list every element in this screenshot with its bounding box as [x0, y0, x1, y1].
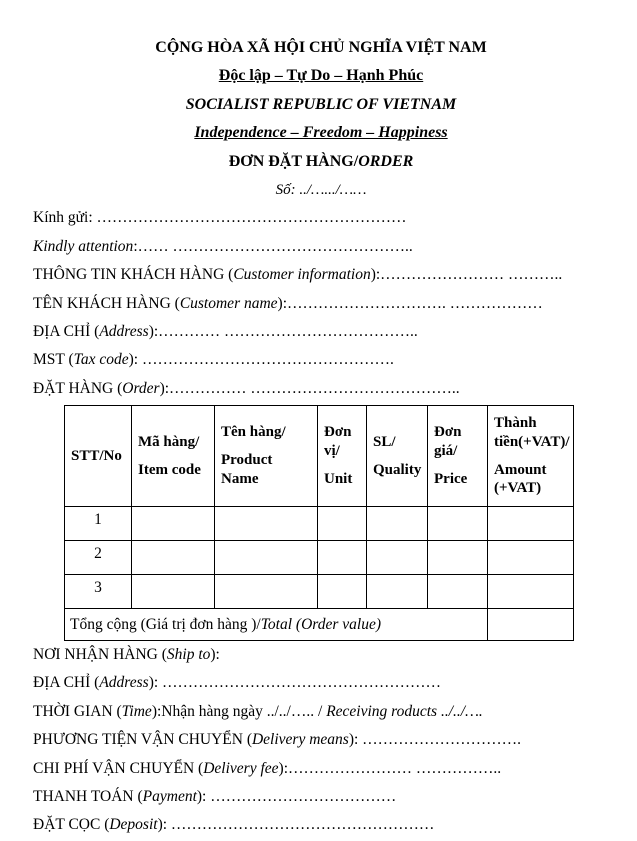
total-label-cell	[65, 609, 488, 641]
column-header-line: STT/No	[71, 447, 122, 464]
col-amount	[488, 406, 574, 507]
text-run: Delivery fee	[203, 759, 279, 777]
text-run: Receiving roducts	[326, 702, 438, 720]
text-run: SOCIALIST REPUBLIC OF VIETNAM	[185, 95, 457, 113]
text-run: Kindly attention	[33, 237, 134, 255]
column-header-line: Mã hàng/	[138, 433, 200, 450]
empty-item-cell	[318, 575, 367, 609]
empty-item-cell	[367, 575, 428, 609]
text-run: Order	[122, 379, 160, 397]
line-customer-name	[33, 290, 609, 318]
col-price	[428, 406, 488, 507]
col-quality	[367, 406, 428, 507]
text-run: Ship to	[166, 646, 211, 664]
empty-item-cell	[318, 541, 367, 575]
text-run: ĐẶT CỌC (	[33, 816, 110, 834]
empty-item-cell	[428, 575, 488, 609]
empty-item-cell	[488, 541, 574, 575]
text-run: THÔNG TIN KHÁCH HÀNG (	[33, 266, 234, 284]
empty-item-cell	[488, 507, 574, 541]
empty-item-cell	[488, 575, 574, 609]
text-run: ): ………………………………………….	[128, 351, 394, 369]
document-header	[33, 34, 609, 204]
text-run: Deposit	[109, 816, 158, 834]
empty-item-cell	[428, 507, 488, 541]
text-run: ĐẶT HÀNG (	[33, 379, 123, 397]
table-header-row	[65, 406, 574, 507]
line-time	[33, 698, 609, 726]
text-run: Independence – Freedom – Happiness	[194, 124, 448, 142]
column-header-line: Product Name	[221, 452, 273, 487]
text-run: Số: ../….../……	[275, 181, 367, 198]
line-delivery-fee	[33, 755, 609, 783]
text-run: ):…………………… ………..	[370, 266, 563, 284]
empty-item-cell	[428, 541, 488, 575]
text-run: ĐỊA CHỈ (	[33, 322, 100, 340]
text-run: ORDER	[358, 152, 414, 170]
column-header-line: Unit	[324, 470, 353, 487]
table-total-row	[65, 609, 574, 641]
text-run: THỜI GIAN (	[33, 702, 122, 720]
column-header-line: Đơn vị/	[324, 424, 352, 460]
column-header-line: Price	[434, 470, 468, 487]
line-kinh-gui	[33, 204, 609, 232]
col-stt-no	[65, 406, 132, 507]
text-run: Address	[99, 322, 149, 340]
text-run: TÊN KHÁCH HÀNG (	[33, 294, 180, 312]
text-run: Payment	[142, 788, 197, 806]
text-run: CỘNG HÒA XÃ HỘI CHỦ NGHĨA VIỆT NAM	[155, 39, 487, 56]
line-tax-code	[33, 346, 609, 374]
line-order	[33, 375, 609, 403]
order-items-table	[64, 405, 574, 641]
text-run: Tax code	[73, 351, 129, 369]
motto-vi	[33, 62, 609, 90]
customer-section	[33, 204, 609, 403]
text-run: ): ………………………….	[348, 731, 522, 749]
text-run: THANH TOÁN (	[33, 788, 143, 806]
motto-en	[33, 119, 609, 147]
text-run: ):…………………………. ………………	[277, 294, 543, 312]
line-delivery-means	[33, 726, 609, 754]
country-name-vi	[33, 34, 609, 62]
text-run: ):…………… …………………………………..	[159, 379, 460, 397]
column-header-line: SL/	[373, 433, 396, 450]
text-run: Total (Order value)	[260, 615, 381, 633]
empty-item-cell	[132, 541, 215, 575]
table-row	[65, 575, 574, 609]
text-run: ĐỊA CHỈ (	[33, 674, 100, 692]
text-run: NƠI NHẬN HÀNG (	[33, 646, 167, 664]
column-header-line: Đơn giá/	[434, 424, 462, 460]
empty-item-cell	[132, 507, 215, 541]
empty-item-cell	[215, 541, 318, 575]
line-kindly-attention	[33, 233, 609, 261]
line-ship-address	[33, 669, 609, 697]
text-run: PHƯƠNG TIỆN VẬN CHUYỂN (	[33, 731, 252, 749]
table-body	[65, 507, 574, 641]
document-number	[33, 176, 609, 204]
row-number-cell: 3	[65, 575, 132, 609]
line-deposit	[33, 811, 609, 839]
text-run: Độc lập – Tự Do – Hạnh Phúc	[218, 67, 424, 85]
line-payment	[33, 783, 609, 811]
empty-item-cell	[367, 541, 428, 575]
text-run: ĐƠN ĐẶT HÀNG/	[228, 152, 359, 170]
text-run: CHI PHÍ VẬN CHUYỂN (	[33, 759, 204, 777]
column-header-line: Quality	[373, 461, 422, 478]
text-run: ../../….	[437, 702, 483, 720]
text-run: Customer name	[179, 294, 278, 312]
line-address	[33, 318, 609, 346]
column-header-line: Thành tiền(+VAT)/	[494, 415, 570, 450]
total-amount-cell	[488, 609, 574, 641]
text-run: Customer information	[233, 266, 371, 284]
text-run: ):………… ………………………………..	[148, 322, 418, 340]
column-header-line: Item code	[138, 461, 201, 478]
text-run: Tổng cộng (Giá trị đơn hàng )/	[70, 615, 261, 633]
text-run: MST (	[33, 351, 74, 369]
country-name-en	[33, 91, 609, 119]
text-run: Time	[121, 702, 152, 720]
row-number-cell: 1	[65, 507, 132, 541]
col-unit	[318, 406, 367, 507]
text-run: Delivery means	[251, 731, 349, 749]
col-product-name	[215, 406, 318, 507]
column-header-line: Tên hàng/	[221, 424, 286, 441]
text-run: Address	[99, 674, 149, 692]
empty-item-cell	[318, 507, 367, 541]
empty-item-cell	[215, 575, 318, 609]
document-title	[33, 148, 609, 176]
text-run: :…… ………………………………………..	[133, 237, 413, 255]
empty-item-cell	[132, 575, 215, 609]
empty-item-cell	[215, 507, 318, 541]
text-run: ): ………………………………………………	[148, 674, 442, 692]
text-run: ):	[210, 646, 220, 664]
column-header-line: Amount (+VAT)	[494, 461, 547, 497]
line-ship-to	[33, 641, 609, 669]
row-number-cell: 2	[65, 541, 132, 575]
line-customer-information	[33, 261, 609, 289]
empty-item-cell	[367, 507, 428, 541]
table-row	[65, 507, 574, 541]
text-run: ):Nhận hàng ngày ../../….. /	[151, 702, 327, 720]
text-run: ):…………………… ……………..	[278, 759, 502, 777]
col-item-code	[132, 406, 215, 507]
table-row	[65, 541, 574, 575]
text-run: ): ……………………………………………	[157, 816, 435, 834]
text-run: ): ………………………………	[196, 788, 397, 806]
delivery-section	[33, 641, 609, 840]
text-run: Kính gửi: ……………………………………………………	[33, 209, 407, 227]
